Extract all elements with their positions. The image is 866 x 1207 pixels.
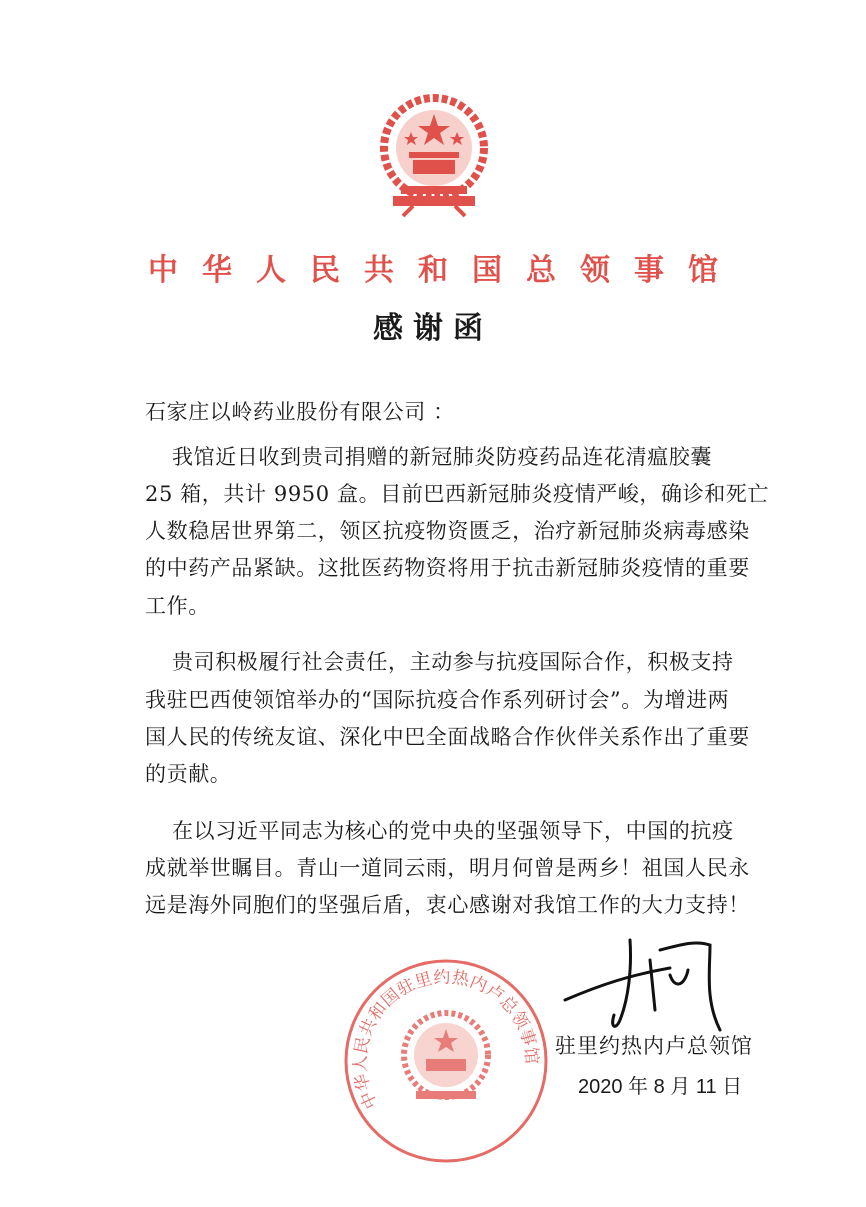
paragraph-1-line: 我馆近日收到贵司捐赠的新冠肺炎防疫药品连花清瘟胶囊 (172, 445, 712, 469)
handwritten-signature (560, 930, 740, 1040)
organization-title: 中华人民共和国总领事馆 (148, 253, 742, 288)
paragraph-2-line: 我驻巴西使领馆举办的“国际抗疫合作系列研讨会”。为增进两 (145, 688, 730, 712)
official-seal-stamp (340, 955, 552, 1167)
paragraph-1-line: 的中药产品紧缺。这批医药物资将用于抗击新冠肺炎疫情的重要 (145, 556, 750, 580)
signing-organization: 驻里约热内卢总领馆 (555, 1034, 753, 1058)
signing-date: 2020 年 8 月 11 日 (578, 1076, 743, 1098)
seal-text: 中华人民共和国驻里约热内卢总领事馆 (350, 967, 542, 1112)
paragraph-1-line: 25 箱，共计 9950 盒。目前巴西新冠肺炎疫情严峻，确诊和死亡 (145, 482, 769, 506)
document-title: 感谢函 (373, 311, 493, 346)
paragraph-1-line: 工作。 (145, 594, 210, 618)
paragraph-2-line: 国人民的传统友谊、深化中巴全面战略合作伙伴关系作出了重要 (145, 725, 750, 749)
national-emblem-icon (373, 90, 495, 218)
paragraph-3-line: 远是海外同胞们的坚强后盾，衷心感谢对我馆工作的大力支持！ (145, 893, 750, 917)
paragraph-1-line: 人数稳居世界第二，领区抗疫物资匮乏，治疗新冠肺炎病毒感染 (145, 519, 750, 543)
paragraph-2-line: 的贡献。 (145, 762, 232, 786)
paragraph-2-line: 贵司积极履行社会责任，主动参与抗疫国际合作，积极支持 (172, 650, 734, 674)
seal-emblem-icon (404, 1013, 488, 1099)
salutation: 石家庄以岭药业股份有限公司 ： (145, 400, 455, 424)
paragraph-3-line: 在以习近平同志为核心的党中央的坚强领导下，中国的抗疫 (172, 819, 734, 843)
paragraph-3-line: 成就举世瞩目。青山一道同云雨，明月何曾是两乡！祖国人民永 (145, 856, 750, 880)
